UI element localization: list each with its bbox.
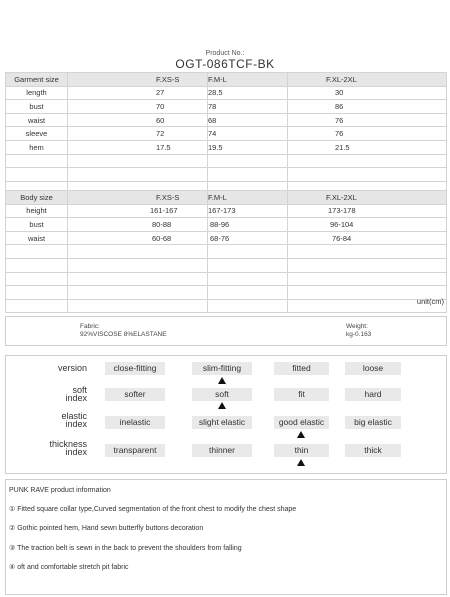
- table-cell: 60-68: [68, 231, 208, 245]
- header-cell: F.M-L: [208, 191, 288, 205]
- empty-row: [6, 258, 447, 272]
- info-item: ② Gothic pointed hem, Hand sewn butterfly buttons decoration: [9, 525, 204, 532]
- option-chip-selected: slim-fitting: [192, 362, 252, 375]
- option-chip: big elastic: [345, 416, 401, 429]
- weight-label: Weight:: [346, 323, 368, 330]
- table-cell: 76-84: [288, 231, 447, 245]
- table-row: [6, 100, 447, 114]
- selected-indicator-icon: [297, 459, 305, 466]
- product-number-label: Product No.:: [205, 50, 245, 57]
- table-cell: 78: [208, 100, 288, 114]
- row-label: hem: [6, 140, 68, 154]
- table-cell: 74: [208, 127, 288, 141]
- fabric-value: 92%VISCOSE 8%ELASTANE: [80, 331, 167, 338]
- product-info-title: PUNK RAVE product information: [9, 487, 111, 494]
- garment-size-table: [5, 72, 447, 195]
- index-label-version: version: [57, 363, 87, 373]
- table-cell: 76: [288, 127, 447, 141]
- row-label: height: [6, 204, 68, 218]
- table-row: [6, 204, 447, 218]
- table-header-row: [6, 73, 447, 87]
- option-chip: hard: [345, 388, 401, 401]
- table-cell: 76: [288, 113, 447, 127]
- header-cell: F.XL-2XL: [288, 191, 447, 205]
- option-chip: loose: [345, 362, 401, 375]
- empty-row: [6, 154, 447, 168]
- weight-value: kg-0.163: [346, 331, 372, 338]
- option-chip: inelastic: [105, 416, 165, 429]
- table-cell: 173-178: [288, 204, 447, 218]
- option-chip: softer: [105, 388, 165, 401]
- selected-indicator-icon: [297, 431, 305, 438]
- header-cell: F.XS-S: [68, 191, 208, 205]
- option-chip: slight elastic: [192, 416, 252, 429]
- header-cell: F.XS-S: [68, 73, 208, 87]
- table-cell: 167-173: [208, 204, 288, 218]
- table-cell: 17.5: [68, 140, 208, 154]
- product-info-box: [5, 479, 447, 595]
- row-label: waist: [6, 113, 68, 127]
- empty-row: [6, 272, 447, 286]
- unit-row: [6, 299, 447, 313]
- unit-label: unit(cm): [416, 297, 444, 306]
- info-item: ① Fitted square collar type,Curved segmentation of the front chest to modify the chest shape: [9, 506, 297, 513]
- info-item: ③ The traction belt is sewn in the back to prevent the shoulders from falling: [9, 545, 242, 552]
- index-label-elastic: elastic index: [61, 411, 87, 429]
- index-label-soft: soft index: [65, 385, 87, 403]
- index-label-thickness: thickness index: [49, 439, 87, 457]
- empty-row: [6, 168, 447, 182]
- option-chip-selected: good elastic: [274, 416, 329, 429]
- table-header-row: [6, 191, 447, 205]
- info-item: ④ oft and comfortable stretch pit fabric: [9, 564, 129, 571]
- table-row: [6, 127, 447, 141]
- table-cell: 30: [288, 86, 447, 100]
- header-cell: Garment size: [6, 73, 68, 87]
- option-chip: thinner: [192, 444, 252, 457]
- option-chip-selected: thin: [274, 444, 329, 457]
- header-cell: Body size: [6, 191, 68, 205]
- table-cell: 72: [68, 127, 208, 141]
- empty-row: [6, 286, 447, 300]
- table-row: [6, 140, 447, 154]
- option-chip: transparent: [105, 444, 165, 457]
- option-chip: thick: [345, 444, 401, 457]
- header-cell: F.XL-2XL: [288, 73, 447, 87]
- product-code: OGT-086TCF-BK: [175, 57, 275, 71]
- fabric-label: Fabric:: [80, 323, 100, 330]
- table-cell: 88-96: [208, 218, 288, 232]
- table-cell: 21.5: [288, 140, 447, 154]
- table-row: [6, 231, 447, 245]
- body-size-table: [5, 190, 447, 313]
- table-row: [6, 218, 447, 232]
- empty-row: [6, 245, 447, 259]
- table-cell: 60: [68, 113, 208, 127]
- table-cell: 161-167: [68, 204, 208, 218]
- table-cell: 80-88: [68, 218, 208, 232]
- table-cell: 68-76: [208, 231, 288, 245]
- option-chip: close-fitting: [105, 362, 165, 375]
- table-cell: 27: [68, 86, 208, 100]
- table-cell: 86: [288, 100, 447, 114]
- table-cell: 96-104: [288, 218, 447, 232]
- table-cell: 68: [208, 113, 288, 127]
- selected-indicator-icon: [218, 402, 226, 409]
- table-cell: 28.5: [208, 86, 288, 100]
- option-chip: fitted: [274, 362, 329, 375]
- fabric-box: [5, 316, 447, 346]
- option-chip: fit: [274, 388, 329, 401]
- row-label: length: [6, 86, 68, 100]
- row-label: bust: [6, 100, 68, 114]
- selected-indicator-icon: [218, 377, 226, 384]
- row-label: waist: [6, 231, 68, 245]
- table-row: [6, 113, 447, 127]
- row-label: bust: [6, 218, 68, 232]
- row-label: sleeve: [6, 127, 68, 141]
- table-row: [6, 86, 447, 100]
- option-chip-selected: soft: [192, 388, 252, 401]
- table-cell: 19.5: [208, 140, 288, 154]
- table-cell: 70: [68, 100, 208, 114]
- header-cell: F.M-L: [208, 73, 288, 87]
